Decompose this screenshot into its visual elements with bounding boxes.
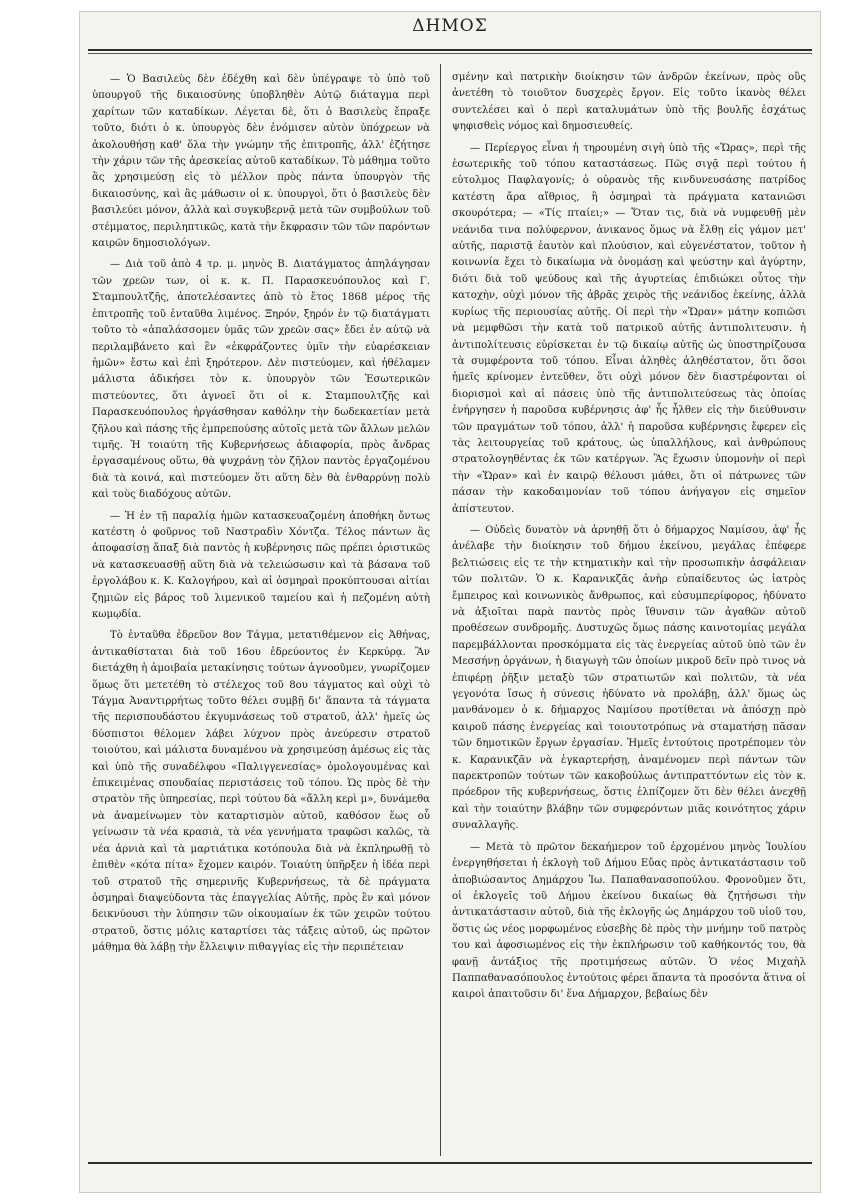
article-paragraph: Τὸ ἐνταῦθα ἐδρεῦον 8ον Τάγμα, μετατιθέμενον εἰς Ἀθήνας, ἀντικαθίσταται διὰ τοῦ 16ου ἐδρεύοντος ἐν Κερκύρᾳ. Ἂν διετάχθη ἡ ἀμοιβαία μετακίνησις τούτων ἀγνοοῦμεν, γνωρίζομεν ὅμως ὅτι μετετέθη τὸ στέλεχος τοῦ 8ου τάγματος καὶ οὐχὶ τὸ Τάγμα Ἀναντιρρήτως τοῦτο θέλει συμβῇ δι' ἅπαντα τὰ τάγματα τῆς περισπουδάστου ἐκγυμνάσεως τοῦ στρατοῦ, ἀλλ' ἡμεῖς ὡς δύσπιστοι θέλομεν λάβει λύχνον πρὸς ἀνεύρεσιν στρατοῦ τοιούτου, καὶ μάλιστα δυναμένου νὰ χρησιμεύσῃ ἀμέσως εἰς τὰς καὶ ὑπὸ τῆς συναδέλφου «Παλιγγενεσίας» ὁμολογουμένας καὶ ἐπικειμένας σπουδαίας περιστάσεις τοῦ τόπου. Ὡς πρὸς δὲ τὴν στρατὸν τῆς ὑπηρεσίας, περὶ τούτου δὰ «ἄλλη κερὶ μ», δυνάμεθα νὰ ἀναμείνωμεν τὸν καταρτισμὸν αὐτοῦ, καθόσον ἕως οὗ γείνωσιν τὰ νέα κρασιὰ, τὰ νέα γεννήματα τραφῶσι καλῶς, τὰ νέα ἀρνιὰ καὶ τὰ μαρτιάτικα κοτόπουλα διὰ νὰ ἐκπληρωθῇ τὸ ἐπιθὲν «κότα πίτα» ἔχομεν καιρόν. Τοιαύτη ὑπῆρξεν ἡ ἰδέα περὶ τοῦ στρατοῦ τῆς σημερινῆς Κυβερνήσεως, τὰ δὲ πράγματα ὀσμηραὶ διαψεύδοντα τὰς ἐπαγγελίας Αὐτῆς, πρὸς ἓν καὶ μόνον δεικνύουσι τὴν λύπησιν τῶν οἰκουμαίων ἐκ τῶν χειρῶν τούτου στρατοῦ, ὅστις μόλις καταρτίσει τὰς τάξεις αὐτοῦ, ὡς πρῶτον μάθημα θὰ λάβῃ τὴν ἔλλειψιν πιθαγγίας εἰς τὴν περιπέτειαν bbox=[92, 630, 430, 954]
masthead-title: ΔΗΜΟΣ bbox=[412, 16, 488, 36]
article-paragraph: — Περίεργος εἶναι ἡ τηρουμένη σιγὴ ὑπὸ τῆς «Ὥρας», περὶ τῆς ἐσωτερικῆς τοῦ τόπου καταστάσεως. Πῶς σιγᾷ περὶ τούτου ἡ εὐτολμος Παφλαγονίς; ὁ οὐρανὸς τῆς κινδυνευσάσης πατρίδος κατέστη ἄρα αἴθριος, ἢ ὀσμηραὶ τὰ πράγματα κατανιῶσι σκουρότερα; — «Τίς πταίει;» — Ὅταν τις, διὰ νὰ νυμφευθῇ μὲν νεάνιδα τινα πολύφερνον, ἀνικανος ὅμως νὰ ἔλθῃ εἰς γάμον μετ' αὐτῆς, παριστᾷ ἑαυτὸν καὶ πλούσιον, καὶ εὐγενέστατον, τοῦτον ἡ κοινωνία ἔχει τὸ δικαίωμα νὰ ὀνομάσῃ καὶ ψεύστην καὶ ἀγύρτην, διότι διὰ τοῦ ψεύδους καὶ τῆς ἀγυρτείας ἐπιδιώκει οὗτος τὴν κατοχὴν, οὐχὶ μόνον τῆς ἀβρᾶς χειρὸς τῆς νεάνιδος ἐκείνης, ἀλλὰ κυρίως τῆς περιουσίας αὐτῆς. Οἱ περὶ τὴν «Ὥραν» μάτην κοπιῶσι νὰ μεμφθῶσι τὴν κατὰ τοῦ πατρικοῦ αὐτῆς ἀντιπολιτευσιν. ἡ ἀντιπολίτευσις εὑρίσκεται ἐν τῷ δικαίῳ αὐτῆς ὡς ὑποστηρίζουσα τὰ συμφέροντα τοῦ τόπου. Εἶναι ἀληθὲς ἀληθέστατον, ὅτι ὅσοι ἡμεῖς κρίνομεν ἐντεῦθεν, ὅτι οὐχὶ μόνον δὲν διαστρέφονται οἱ διορισμοὶ καὶ αἱ πάσεις ὑπὸ τῆς ἀντιπολιτεύσεως τὰς ὁποίας ἐνήργησεν ἡ παροῦσα κυβέρνησις ἀφ' ἧς ἦλθεν εἰς τὴν διεύθυνσιν τῶν πραγμάτων τοῦ τόπου, ἀλλ' ἡ παροῦσα κυβέρνησις ἔφερεν εἰς τὰς λειτουργείας τοῦ κράτους, ὡς ὑπαλλήλους, καὶ ἀνθρώπους στρατολογηθέντας ἐκ τῶν κατέργων. Ἂς ἔχωσιν ὑπομονὴν οἱ περὶ τὴν «Ὥραν» καὶ ἐν καιρῷ θέλουσι μάθει, ὅτι οἱ πάτρωνες τῶν πάσαν τὴν κακοδαιμονίαν τοῦ τόπου ἀνήγαγον εἰς σημεῖον ἀπίστευτον. bbox=[452, 141, 806, 518]
top-rule bbox=[88, 49, 812, 51]
article-paragraph: — Διὰ τοῦ ἀπὸ 4 τρ. μ. μηνὸς Β. Διατάγματος ἀπηλάγησαν τῶν χρεῶν των, οἱ κ. κ. Π. Παρασκευόπουλος καὶ Γ. Σταμπουλτζῆς, ἀποτελέσαντες ἀπὸ τὸ ἔτος 1868 μέρος τῆς ἐπιτροπῆς τοῦ ἐνταῦθα λιμένος. Ξηρόν, ξηρόν ἐν τῷ διατάγματι τοῦτο τὸ «ἀπαλάσσομεν ὑμᾶς τῶν χρεῶν σας» ἔδει ἐν αὐτῷ νὰ περιλαμβάνετο καὶ ἓν «ἐκφράζοντες ὑμῖν τὴν εὐαρέσκειαν ἡμῶν» ἔστω καὶ ἐπὶ ξηρότερον. Δὲν πιστεύομεν, καὶ ἠθέλαμεν μάλιστα ἀδικήσει τὸν κ. ὑπουργὸν τῶν Ἐσωτερικῶν πιστεύοντες, ὅτι ἀγνοεῖ ὅτι οἱ κ. Σταμπουλτζῆς καὶ Παρασκευόπουλος ἠργάσθησαν καθόλην τὴν δωδεκαετίαν μετὰ ζῆλου καὶ πάσης τῆς ἐμπρεπούσης αὐτοῖς μετὰ τῶν ἄλλων μελῶν τιμῆς. Ἡ τοιαύτη τῆς Κυβερνήσεως ἀδιαφορία, πρὸς ἄνδρας ἐργασαμένους οὕτω, θὰ ψυχράνῃ τὸν ζῆλον παντὸς ἐργαζομένου διὰ τὰ κοινά, καὶ πιστεύομεν ὅτι αὕτη δὲν θὰ ἐνθαρρύνῃ πολὺ καὶ τοὺς διαδόχους αὐτῶν. bbox=[92, 257, 430, 503]
top-rule-thin bbox=[88, 53, 812, 54]
left-column bbox=[92, 70, 430, 1152]
right-column bbox=[452, 70, 806, 1152]
article-paragraph: — Οὐδεὶς δυνατὸν νὰ ἀρνηθῇ ὅτι ὁ δήμαρχος Ναμίσου, ἀφ' ἧς ἀνέλαβε τὴν διοίκησιν τοῦ δήμου ἐκείνου, μεγάλας ἐπέφερε βελτιώσεις εἰς τε τὴν κτηματικὴν καὶ τὴν προσωπικὴν ἀσφάλειαν τῶν πολιτῶν. Ὁ κ. Καρανικζᾶς ἀνὴρ εὐπαίδευτος ὡς ἰατρὸς ἔμπειρος καὶ κοινωνικὸς ἄνθρωπος, καὶ εὐσυμπερίφορος, ἠδύνατο νὰ ἀξιοῖται παρὰ παντὸς πρὸς ἴθυνσιν τῶν ἀγαθῶν αὐτοῦ προθέσεων συνδρομῆς. Δυστυχῶς ὅμως πάσης καινοτομίας μεγάλα παρεμβάλλονται προσκόμματα εἰς τὰς ἐνεργείας αὐτοῦ ὑπὸ τῶν ἐν Μεσσήνῃ ὀργάνων, ἡ διαγωγὴ τῶν ὁποίων μικροῦ δεῖν πρὸ τινος νὰ ἐπιφέρῃ ῥῆξιν μεταξὺ τῶν στρατιωτῶν καὶ πολιτῶν, τὰ νέα γεγονότα ἴσως ἡ σύνεσις ἠδύνατο νὰ προλάβῃ, ἀλλ' ὅμως ὡς μανθάνομεν ὁ κ. δήμαρχος Ναμίσου προτίθεται νὰ ἀπόσχῃ πρὸ καιροῦ πάσης ἐνεργείας καὶ τοιουτοτρόπως νὰ σταματήσῃ πᾶσαν τῶν δημοτικῶν ἔργων ἐργασίαν. Ἡμεῖς ἐντούτοις προτρέπομεν τὸν κ. Καρανικζᾶν νὰ ἐγκαρτερήσῃ, ἀναμένομεν περὶ πάντων τῶν παρεκτροπῶν τούτων τῶν κακοβούλως ἀντιπραττόντων εἰς τὸν κ. πρόεδρον τῆς κυβερνήσεως, ὅστις ἐλπίζομεν ὅτι δὲν θέλει ἀνεχθῇ καὶ τὴν τοιαύτην βλάβην τῶν συμφερόντων μιᾶς κοινότητος χάριν συναλλαγῆς. bbox=[452, 523, 806, 835]
bottom-rule bbox=[88, 1162, 812, 1164]
article-paragraph: σμένην καὶ πατρικὴν διοίκησιν τῶν ἀνδρῶν ἐκείνων, πρὸς οὓς ἀνετέθη τὸ τοιοῦτον δυσχερὲς ἔργον. Εἰς τοῦτο ἱκανὸς θέλει συντελέσει καὶ ὁ περὶ καταλυμάτων ὑπὸ τῆς βουλῆς ἐσχάτως ψηφισθεὶς νόμος καὶ δημοσιευθείς. bbox=[452, 72, 806, 133]
newspaper-page bbox=[80, 12, 820, 1192]
article-paragraph: — Ὁ Βασιλεὺς δὲν ἐδέχθη καὶ δὲν ὑπέγραψε τὸ ὑπὸ τοῦ ὑπουργοῦ τῆς δικαιοσύνης ὑποβληθὲν Αὐτῷ διάταγμα περὶ χαρίτων τῶν καταδίκων. Λέγεται δὲ, ὅτι ὁ Βασιλεὺς ἔπραξε τοῦτο, διότι ὁ κ. ὑπουργὸς δὲν ἐνόμισεν αὐτὸν ὑπόχρεων νὰ ἀκολουθήσῃ καθ' ὅλα τὴν γνώμην τῆς ἐπιτροπῆς, ἀλλ' ἐζήτησε τὴν χάριν τῶν τῆς ἀρεσκείας αὐτοῦ καταδίκων. Τὸ μάθημα τοῦτο ἂς χρησιμεύσῃ εἰς τὸ μέλλον πρὸς πάντα ὑπουργὸν τῆς δικαιοσύνης, καὶ ἂς μάθωσιν οἱ κ. ὑπουργοὶ, ὅτι ὁ βασιλεὺς δὲν βασιλεύει μόνον, ἀλλὰ καὶ συγκυβερνᾷ μετὰ τῶν συμβούλων τοῦ στέμματος, περιληπτικῶς, κατὰ τὴν ἔκφρασιν τῶν τῶν παρόντων καιρῶν δημοσιολόγων. bbox=[92, 72, 430, 252]
article-paragraph: — Ἡ ἐν τῇ παραλίᾳ ἡμῶν κατασκευαζομένη ἀποθήκη ὄντως κατέστη ὁ φοῦρνος τοῦ Ναστραδὶν Χόντζα. Τέλος πάντων ἂς ἀποφασίσῃ ἅπαξ διὰ παντὸς ἡ κυβέρνησις πῶς πρέπει ὁριστικῶς νὰ κατασκευασθῇ αὕτη διὰ νὰ τελειώσωσιν καὶ τὰ βάσανα τοῦ ἐργολάβου κ. Κ. Καλογήρου, καὶ αἱ ὀσμηραὶ προκύπτουσαι αἰτίαι ζημιῶν εἰς βάρος τοῦ λιμενικοῦ ταμείου καὶ ἡ πεζομένη αὐτὴ κωμῳδία. bbox=[92, 509, 430, 624]
column-divider bbox=[440, 64, 441, 1156]
article-paragraph: — Μετὰ τὸ πρῶτον δεκαήμερον τοῦ ἐρχομένου μηνὸς Ἰουλίου ἐνεργηθήσεται ἡ ἐκλογὴ τοῦ Δήμου Εὔας πρὸς ἀντικατάστασιν τοῦ ἀποβιώσαντος Δημάρχου Ἰω. Παπαθανασοπούλου. Φρονοῦμεν ὅτι, οἱ ἐκλογεῖς τοῦ Δήμου ἐκείνου δικαίως θὰ ζητήσωσι τὴν ἀντικατάστασιν αὐτοῦ, διὰ τῆς ἐκλογῆς ὡς Δημάρχου τοῦ υἱοῦ του, ὅστις ὡς νέος μορφωμένος εὐσεβὴς δὲ πρὸς τὴν μνήμην τοῦ πατρὸς του καὶ ἀφοσιωμένος εἰς τὴν ἐκπλήρωσιν τοῦ καθήκοντός του, θὰ φανῇ ἀντάξιος τῆς προτιμήσεως αὐτῶν. Ὁ νέος Μιχαὴλ Παππαθανασόπουλος ἐντούτοις φέρει ἅπαντα τὰ προσόντα ἅτινα οἱ καιροὶ ἀπαιτοῦσιν δι' ἕνα Δήμαρχον, βεβαίως δὲν bbox=[452, 840, 806, 1004]
